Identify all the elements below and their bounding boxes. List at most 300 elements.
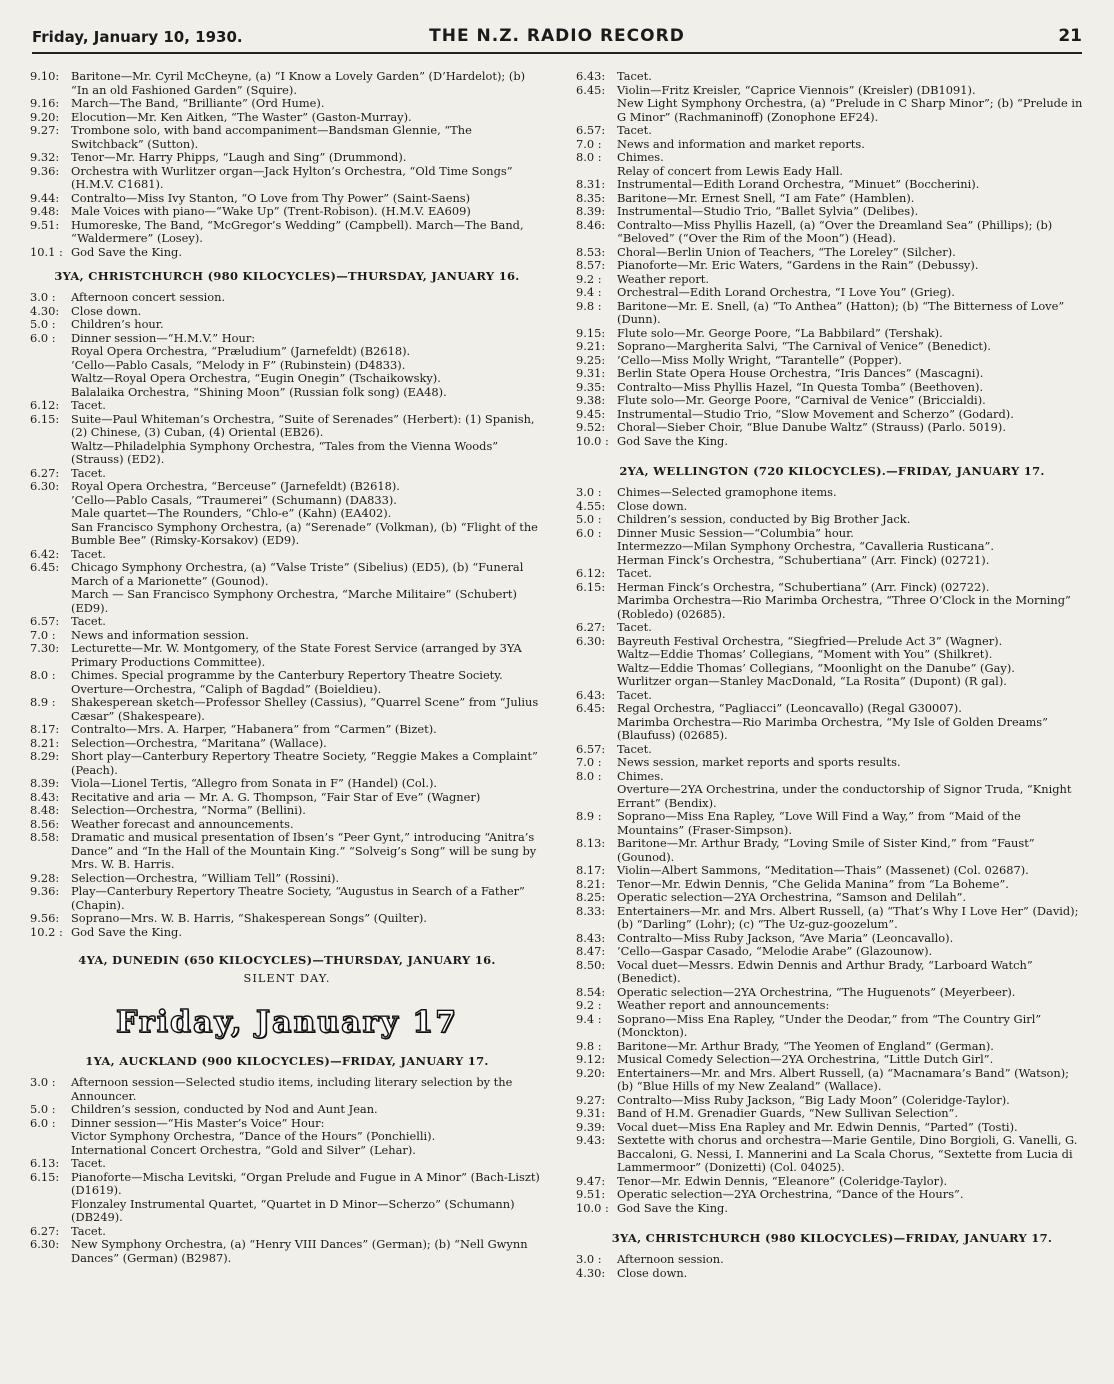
program-list: [30, 70, 544, 259]
program-entry: [576, 513, 1088, 527]
section-heading-2ya: 2YA, WELLINGTON (720 KILOCYCLES).—FRIDAY, JANUARY 17.: [619, 464, 1045, 478]
program-list: [576, 178, 1088, 448]
entry-time: 8.9 :: [576, 809, 602, 823]
entry-text: Entertainers—Mr. and Mrs. Albert Russell, (a) “That’s Why I Love Her” (David); (b) “Darling” (Lohr); (c) “The Uz-guz-goozelum”.: [617, 903, 1079, 931]
program-entry: [576, 864, 1088, 878]
sub-item: Intermezzo—Milan Symphony Orchestra, “Cavalleria Rusticana”.: [617, 539, 994, 553]
sub-item: Royal Opera Orchestra, “Præludium” (Jarnefeldt) (B2618).: [71, 344, 411, 358]
program-entry: [576, 259, 1088, 273]
entry-time: 9.48:: [30, 204, 60, 218]
program-entry: [30, 804, 544, 818]
entry-text: Soprano—Mrs. W. B. Harris, “Shakesperean Songs” (Quilter).: [71, 911, 427, 925]
program-entry: [30, 818, 544, 832]
entry-text: Orchestral—Edith Lorand Orchestra, “I Love You” (Grieg).: [617, 285, 955, 299]
entry-time: 6.12:: [576, 566, 606, 580]
sub-item: International Concert Orchestra, “Gold and Silver” (Lehar).: [71, 1142, 416, 1157]
sub-item: Waltz—Royal Opera Orchestra, “Eugin Onegin” (Tschaikowsky).: [71, 371, 441, 385]
program-entry: [576, 1040, 1088, 1054]
entry-text: Instrumental—Studio Trio, “Ballet Sylvia” (Delibes).: [617, 204, 919, 218]
program-entry: [576, 273, 1088, 287]
entry-text: New Symphony Orchestra, (a) “Henry VIII Dances” (German); (b) “Nell Gwynn Dances” (German) (B2987).: [71, 1237, 528, 1265]
entry-text: Choral—Berlin Union of Teachers, “The Loreley” (Silcher).: [617, 244, 956, 259]
entry-time: 6.30:: [30, 479, 60, 493]
program-list: [576, 567, 1088, 594]
entry-time: 6.30:: [576, 633, 606, 648]
entry-text: March—The Band, “Brilliante” (Ord Hume).: [71, 96, 325, 110]
entry-text: Tenor—Mr. Edwin Dennis, “Eleanore” (Coleridge-Taylor).: [617, 1173, 948, 1188]
entry-time: 9.20:: [30, 109, 60, 124]
entry-text: Orchestra with Wurlitzer organ—Jack Hylton’s Orchestra, “Old Time Songs” (H.M.V. C1681).: [71, 163, 513, 191]
entry-time: 9.27:: [576, 1092, 606, 1107]
sub-item: Flonzaley Instrumental Quartet, “Quartet in D Minor—Scherzo” (Schumann) (DB249).: [71, 1196, 515, 1224]
sub-item: Victor Symphony Orchestra, “Dance of the Hours” (Ponchielli).: [71, 1129, 436, 1143]
section-heading-4ya: 4YA, DUNEDIN (650 KILOCYCLES)—THURSDAY, JANUARY 16.: [78, 953, 496, 967]
entry-text: Operatic selection—2YA Orchestrina, “The Huguenots” (Meyerbeer).: [617, 984, 1016, 999]
program-entry: [30, 561, 544, 588]
sub-item: Balalaika Orchestra, “Shining Moon” (Russian folk song) (EA48).: [71, 384, 447, 399]
entry-time: 8.46:: [576, 217, 606, 232]
program-entry: [576, 878, 1088, 892]
publication-title: THE N.Z. RADIO RECORD: [429, 26, 685, 46]
entry-time: 9.8 :: [576, 298, 602, 313]
entry-time: 9.4 :: [576, 285, 602, 299]
entry-text: Afternoon session.: [617, 1252, 724, 1266]
program-entry: [576, 1134, 1088, 1175]
entry-text: Close down.: [71, 303, 142, 318]
entry-text: Pianoforte—Mr. Eric Waters, “Gardens in the Rain” (Debussy).: [617, 258, 979, 272]
entry-text: Short play—Canterbury Repertory Theatre Society, “Reggie Makes a Complaint” (Peach).: [71, 749, 538, 777]
entry-time: 9.52:: [576, 420, 606, 434]
entry-time: 9.16:: [30, 96, 60, 110]
entry-time: 8.56:: [30, 816, 60, 831]
silent-day-note: SILENT DAY.: [243, 971, 331, 985]
entry-text: Tacet.: [71, 1156, 106, 1170]
entry-text: Tacet.: [617, 687, 652, 702]
program-list: [30, 548, 544, 589]
entry-time: 9.2 :: [576, 998, 602, 1012]
section-heading-3ya-friday: 3YA, CHRISTCHURCH (980 KILOCYCLES)—FRIDAY, JANUARY 17.: [611, 1231, 1053, 1245]
program-list: [576, 124, 1088, 165]
entry-text: Elocution—Mr. Ken Aitken, “The Waster” (Gaston-Murray).: [71, 109, 412, 124]
entry-time: 8.17:: [30, 722, 60, 736]
entry-text: Afternoon concert session.: [71, 290, 226, 304]
program-entry: [30, 291, 544, 305]
sub-item: Male quartet—The Rounders, “Chlo-e” (Kahn) (EA402).: [71, 506, 392, 520]
entry-text: News and information and market reports.: [617, 136, 865, 151]
entry-text: Violin—Albert Sammons, “Meditation—Thais” (Massenet) (Col. 02687).: [617, 863, 1029, 877]
entry-time: 6.0 :: [30, 330, 56, 345]
entry-time: 8.13:: [576, 836, 606, 850]
entry-text: Suite—Paul Whiteman’s Orchestra, “Suite of Serenades” (Herbert): (1) Spanish, (2) Chinese, (3) Cuban, (4) Oriental (EB26).: [71, 411, 535, 439]
sub-item: New Light Symphony Orchestra, (a) “Prelude in C Sharp Minor”; (b) “Prelude in G Minor” (Rachmaninoff) (Zonophone EF24).: [617, 96, 1083, 124]
program-entry: [30, 629, 544, 643]
entry-time: 6.43:: [576, 687, 606, 702]
program-entry: [576, 500, 1088, 514]
program-entry: [30, 872, 544, 886]
section-heading-1ya: 1YA, AUCKLAND (900 KILOCYCLES)—FRIDAY, JANUARY 17.: [85, 1054, 489, 1068]
entry-time: 4.30:: [30, 303, 60, 318]
entry-time: 9.27:: [30, 123, 60, 137]
program-entry: [576, 756, 1088, 770]
program-entry: [576, 354, 1088, 368]
sub-item: Waltz—Eddie Thomas’ Collegians, “Moonlight on the Danube” (Gay).: [617, 660, 1015, 675]
sub-item: March — San Francisco Symphony Orchestra, “Marche Militaire” (Schubert) (ED9).: [71, 587, 517, 615]
sub-item: Wurlitzer organ—Stanley MacDonald, “La Rosita” (Dupont) (R gal).: [617, 674, 1007, 688]
program-entry: [576, 581, 1088, 595]
program-entry: [576, 1253, 1088, 1267]
program-entry: [30, 332, 544, 346]
day-title: Friday, January 17: [116, 1005, 458, 1040]
program-entry: [576, 205, 1088, 219]
entry-time: 6.27:: [30, 1223, 60, 1238]
program-entry: [576, 837, 1088, 864]
entry-time: 5.0 :: [30, 317, 56, 331]
program-entry: [30, 548, 544, 562]
program-entry: [30, 467, 544, 481]
entry-text: Royal Opera Orchestra, “Berceuse” (Jarnefeldt) (B2618).: [71, 479, 400, 493]
program-list: [576, 486, 1088, 540]
program-list: [30, 1076, 544, 1130]
program-entry: [576, 1053, 1088, 1067]
program-entry: [576, 932, 1088, 946]
program-entry: [30, 413, 544, 440]
entry-text: Tacet.: [617, 620, 652, 634]
entry-time: 8.39:: [30, 776, 60, 790]
header-date: Friday, January 10, 1930.: [32, 28, 243, 46]
entry-time: 8.54:: [576, 984, 606, 999]
entry-text: Contralto—Miss Ivy Stanton, “O Love from Thy Power” (Saint-Saens): [71, 190, 471, 205]
program-entry: [30, 219, 544, 246]
program-entry: [576, 689, 1088, 703]
program-entry: [576, 743, 1088, 757]
sub-item: ’Cello—Pablo Casals, “Melody in F” (Rubinstein) (D4833).: [71, 357, 406, 372]
entry-text: Musical Comedy Selection—2YA Orchestrina, “Little Dutch Girl”.: [617, 1052, 994, 1066]
sub-item: Herman Finck’s Orchestra, “Schubertiana” (Arr. Finck) (02721).: [617, 552, 990, 567]
entry-time: 6.0 :: [576, 525, 602, 540]
program-entry: [30, 750, 544, 777]
entry-time: 6.45:: [30, 560, 60, 574]
program-entry: [576, 891, 1088, 905]
program-entry: [576, 138, 1088, 152]
page-header: [32, 26, 1082, 54]
entry-text: Close down.: [617, 498, 688, 513]
program-entry: [576, 999, 1088, 1013]
entry-time: 9.51:: [30, 217, 60, 232]
entry-time: 6.57:: [576, 123, 606, 137]
program-list: [576, 1253, 1088, 1280]
entry-text: Band of H.M. Grenadier Guards, “New Sullivan Selection”.: [617, 1106, 959, 1120]
entry-text: ’Cello—Gaspar Casado, “Melodie Arabe” (Glazounow).: [617, 944, 933, 958]
sub-item: Relay of concert from Lewis Eady Hall.: [617, 163, 844, 178]
program-entry: [576, 702, 1088, 716]
program-entry: [576, 394, 1088, 408]
program-entry: [576, 70, 1088, 84]
entry-time: 8.0 :: [576, 150, 602, 164]
program-entry: [30, 696, 544, 723]
entry-time: 8.48:: [30, 803, 60, 817]
entry-text: News session, market reports and sports results.: [617, 755, 901, 769]
program-list: [576, 621, 1088, 648]
program-entry: [30, 912, 544, 926]
entry-text: News and information session.: [71, 627, 249, 642]
program-entry: [576, 300, 1088, 327]
entry-text: Baritone—Mr. Arthur Brady, “The Yeomen of England” (German).: [617, 1038, 994, 1053]
entry-text: Chimes—Selected gramophone items.: [617, 485, 837, 499]
program-entry: [576, 770, 1088, 784]
program-entry: [30, 1117, 544, 1131]
entry-text: Play—Canterbury Repertory Theatre Society, “Augustus in Search of a Father” (Chapin).: [71, 884, 525, 912]
sub-item: Overture—Orchestra, “Caliph of Bagdad” (Boieldieu).: [71, 681, 382, 696]
program-entry: [576, 1121, 1088, 1135]
program-entry: [576, 367, 1088, 381]
entry-text: Choral—Sieber Choir, “Blue Danube Waltz” (Strauss) (Parlo. 5019).: [617, 420, 1006, 434]
sub-item: ’Cello—Pablo Casals, “Traumerei” (Schumann) (DA833).: [71, 492, 397, 507]
entry-text: Trombone solo, with band accompaniment—Bandsman Glennie, “The Switchback” (Sutton).: [71, 123, 472, 151]
entry-text: Soprano—Miss Ena Rapley, “Love Will Find a Way,” from “Maid of the Mountains” (Fraser-Simpson).: [617, 809, 1021, 837]
program-entry: [30, 777, 544, 791]
entry-text: Contralto—Miss Ruby Jackson, “Ave Maria” (Leoncavallo).: [617, 930, 954, 945]
right-column: [576, 70, 1088, 1280]
entry-text: Recitative and aria — Mr. A. G. Thompson, “Fair Star of Eve” (Wagner): [71, 789, 481, 804]
entry-text: Tacet.: [617, 123, 652, 137]
entry-text: Baritone—Mr. E. Snell, (a) “To Anthea” (Hatton); (b) “The Bitterness of Love” (Dunn).: [617, 298, 1065, 326]
entry-time: 8.25:: [576, 890, 606, 904]
entry-time: 9.28:: [30, 870, 60, 885]
program-entry: [30, 111, 544, 125]
entry-time: 8.17:: [576, 863, 606, 877]
program-entry: [30, 70, 544, 97]
entry-time: 8.0 :: [576, 768, 602, 783]
entry-time: 9.36:: [30, 884, 60, 898]
entry-text: Tacet.: [617, 741, 652, 756]
entry-text: Vocal duet—Messrs. Edwin Dennis and Arthur Brady, “Larboard Watch” (Benedict).: [617, 957, 1033, 985]
entry-text: Weather report.: [617, 271, 710, 286]
program-entry: [576, 340, 1088, 354]
entry-text: God Save the King.: [617, 433, 728, 448]
entry-time: 8.50:: [576, 957, 606, 972]
entry-time: 9.56:: [30, 911, 60, 925]
entry-time: 8.39:: [576, 204, 606, 218]
entry-text: Flute solo—Mr. George Poore, “Carnival de Venice” (Briccialdi).: [617, 393, 986, 407]
program-entry: [30, 1103, 544, 1117]
entry-time: 8.21:: [576, 876, 606, 891]
entry-time: 3.0 :: [576, 1252, 602, 1266]
entry-text: Baritone—Mr. Arthur Brady, “Loving Smile of Sister Kind,” from “Faust” (Gounod).: [617, 836, 1035, 864]
program-entry: [30, 480, 544, 494]
program-entry: [30, 615, 544, 629]
program-list: [576, 70, 1088, 97]
entry-time: 6.0 :: [30, 1115, 56, 1130]
entry-text: Vocal duet—Miss Ena Rapley and Mr. Edwin Dennis, “Parted” (Tosti).: [617, 1119, 1018, 1134]
entry-text: Pianoforte—Mischa Levitski, “Organ Prelude and Fugue in A Minor” (Bach-Liszt) (D1619).: [71, 1169, 540, 1197]
program-entry: [576, 905, 1088, 932]
program-entry: [30, 1238, 544, 1265]
entry-time: 6.27:: [576, 620, 606, 634]
program-entry: [576, 84, 1088, 98]
program-entry: [30, 192, 544, 206]
program-entry: [576, 151, 1088, 165]
entry-time: 9.35:: [576, 379, 606, 394]
program-entry: [30, 791, 544, 805]
entry-time: 10.0 :: [576, 1200, 609, 1215]
entry-text: Tacet.: [71, 465, 106, 480]
program-entry: [30, 318, 544, 332]
entry-time: 9.10:: [30, 69, 60, 83]
entry-time: 6.30:: [30, 1237, 60, 1251]
entry-text: Tacet.: [617, 69, 652, 83]
entry-time: 8.33:: [576, 903, 606, 918]
program-entry: [576, 219, 1088, 246]
entry-time: 10.2 :: [30, 924, 63, 939]
entry-text: Weather forecast and announcements.: [71, 816, 294, 831]
entry-time: 9.36:: [30, 163, 60, 178]
entry-text: Close down.: [617, 1265, 688, 1280]
entry-time: 8.31:: [576, 177, 606, 191]
entry-time: 10.1 :: [30, 244, 63, 259]
entry-time: 6.42:: [30, 546, 60, 561]
entry-time: 9.43:: [576, 1133, 606, 1147]
entry-time: 6.15:: [576, 579, 606, 594]
entry-time: 4.30:: [576, 1265, 606, 1280]
entry-time: 9.20:: [576, 1065, 606, 1080]
entry-time: 9.38:: [576, 393, 606, 407]
entry-text: Baritone—Mr. Cyril McCheyne, (a) “I Know a Lovely Garden” (D’Hardelot); (b) “In an old Fashioned Garden” (Squire).: [71, 69, 526, 97]
entry-time: 9.4 :: [576, 1011, 602, 1026]
entry-time: 8.35:: [576, 190, 606, 205]
program-entry: [576, 1267, 1088, 1281]
program-entry: [30, 165, 544, 192]
sub-item: Waltz—Philadelphia Symphony Orchestra, “Tales from the Vienna Woods” (Strauss) (ED2).: [71, 438, 499, 466]
entry-time: 5.0 :: [30, 1102, 56, 1116]
entry-text: Herman Finck’s Orchestra, “Schubertiana” (Arr. Finck) (02722).: [617, 579, 990, 594]
entry-text: Dramatic and musical presentation of Ibsen’s “Peer Gynt,” introducing “Anitra’s Dance” and “In the Hall of the Mountain King.” “Solveig’s Song” will be sung by Mrs. W. B. Harris.: [71, 830, 537, 871]
program-entry: [30, 1225, 544, 1239]
sub-item: San Francisco Symphony Orchestra, (a) “Serenade” (Volkman), (b) “Flight of the Bumble Bee” (Rimsky-Korsakov) (ED9).: [71, 519, 538, 547]
entry-text: Dinner session—“His Master’s Voice” Hour:: [71, 1115, 325, 1130]
entry-time: 9.51:: [576, 1187, 606, 1201]
entry-time: 6.43:: [576, 69, 606, 83]
entry-time: 6.27:: [30, 465, 60, 480]
program-entry: [576, 1202, 1088, 1216]
entry-time: 7.0 :: [576, 755, 602, 769]
sub-item: Overture—2YA Orchestrina, under the conductorship of Signor Truda, “Knight Errant” (Bendix).: [617, 782, 1072, 810]
program-entry: [576, 178, 1088, 192]
sub-item: Marimba Orchestra—Rio Marimba Orchestra, “Three O’Clock in the Morning” (Robledo) (02685).: [617, 593, 1071, 621]
program-entry: [30, 885, 544, 912]
program-entry: [576, 486, 1088, 500]
entry-time: 9.47:: [576, 1173, 606, 1188]
sub-item: Marimba Orchestra—Rio Marimba Orchestra, “My Isle of Golden Dreams” (Blaufuss) (02685).: [617, 714, 1048, 742]
program-entry: [30, 305, 544, 319]
entry-time: 8.43:: [576, 930, 606, 945]
program-entry: [30, 926, 544, 940]
program-entry: [576, 959, 1088, 986]
program-entry: [576, 327, 1088, 341]
entry-text: Soprano—Miss Ena Rapley, “Under the Deodar,” from “The Country Girl” (Monckton).: [617, 1011, 1042, 1039]
program-entry: [576, 1094, 1088, 1108]
entry-time: 4.55:: [576, 498, 606, 513]
program-list: [30, 467, 544, 494]
program-entry: [576, 246, 1088, 260]
entry-time: 7.30:: [30, 641, 60, 655]
program-entry: [30, 831, 544, 872]
entry-time: 8.9 :: [30, 695, 56, 709]
entry-text: Operatic selection—2YA Orchestrina, “Samson and Delilah”.: [617, 890, 967, 904]
entry-time: 6.13:: [30, 1156, 60, 1170]
entry-text: Tenor—Mr. Harry Phipps, “Laugh and Sing” (Drummond).: [71, 150, 407, 164]
entry-text: Tacet.: [71, 1223, 106, 1238]
page-number: 21: [1058, 26, 1082, 46]
program-entry: [576, 1067, 1088, 1094]
entry-text: Weather report and announcements:: [617, 998, 830, 1012]
entry-time: 6.57:: [30, 614, 60, 628]
program-entry: [576, 567, 1088, 581]
entry-text: God Save the King.: [71, 924, 182, 939]
entry-text: Selection—Orchestra, “William Tell” (Rossini).: [71, 870, 340, 885]
entry-text: Tacet.: [71, 546, 106, 561]
entry-time: 9.32:: [30, 150, 60, 164]
program-entry: [30, 205, 544, 219]
program-entry: [30, 124, 544, 151]
entry-text: Bayreuth Festival Orchestra, “Siegfried—Prelude Act 3” (Wagner).: [617, 633, 1003, 648]
entry-time: 6.45:: [576, 82, 606, 97]
entry-text: Violin—Fritz Kreisler, “Caprice Viennois” (Kreisler) (DB1091).: [617, 82, 976, 97]
program-entry: [576, 192, 1088, 206]
program-entry: [30, 669, 544, 683]
program-entry: [30, 737, 544, 751]
entry-time: 8.0 :: [30, 668, 56, 682]
dinner-items: [30, 345, 544, 399]
sub-items: [576, 648, 1088, 689]
program-entry: [576, 1175, 1088, 1189]
entry-text: Chimes.: [617, 768, 664, 783]
program-list: [30, 1225, 544, 1266]
program-entry: [576, 408, 1088, 422]
entry-text: Berlin State Opera House Orchestra, “Iris Dances” (Mascagni).: [617, 366, 984, 380]
entry-text: Contralto—Miss Ruby Jackson, “Big Lady Moon” (Coleridge-Taylor).: [617, 1092, 1010, 1107]
entry-time: 9.25:: [576, 352, 606, 367]
entry-time: 7.0 :: [576, 136, 602, 151]
program-list: [576, 743, 1088, 784]
entry-time: 9.21:: [576, 339, 606, 353]
entry-time: 8.53:: [576, 244, 606, 259]
entry-text: Tacet.: [71, 398, 106, 412]
entry-time: 10.0 :: [576, 433, 609, 448]
entry-time: 9.12:: [576, 1052, 606, 1066]
entry-text: Selection—Orchestra, “Norma” (Bellini).: [71, 803, 306, 817]
entry-text: Afternoon session—Selected studio items, including literary selection by the Announcer.: [71, 1075, 513, 1103]
entry-text: Dinner session—“H.M.V.” Hour:: [71, 330, 256, 345]
entry-text: God Save the King.: [617, 1200, 728, 1215]
program-entry: [30, 1171, 544, 1198]
program-entry: [576, 1013, 1088, 1040]
entry-text: Chicago Symphony Orchestra, (a) “Valse Triste” (Sibelius) (ED5), (b) “Funeral March of a Marionette” (Gounod).: [71, 560, 524, 588]
entry-text: Chimes. Special programme by the Canterbury Repertory Theatre Society.: [71, 668, 503, 682]
entry-text: Children’s session, conducted by Nod and Aunt Jean.: [71, 1102, 378, 1116]
entry-text: Children’s hour.: [71, 317, 164, 331]
entry-time: 8.58:: [30, 830, 60, 844]
sub-item: Waltz—Eddie Thomas’ Collegians, “Moment with You” (Shilkret).: [617, 647, 993, 661]
program-entry: [576, 986, 1088, 1000]
program-list: [576, 689, 1088, 716]
left-column: [30, 70, 544, 1265]
entry-text: Selection—Orchestra, “Maritana” (Wallace).: [71, 735, 327, 750]
program-entry: [576, 635, 1088, 649]
section-heading-3ya-thursday: 3YA, CHRISTCHURCH (980 KILOCYCLES)—THURSDAY, JANUARY 16.: [54, 269, 520, 283]
sub-items: [30, 494, 544, 548]
entry-time: 8.21:: [30, 735, 60, 750]
entry-text: Soprano—Margherita Salvi, “The Carnival of Venice” (Benedict).: [617, 339, 991, 353]
